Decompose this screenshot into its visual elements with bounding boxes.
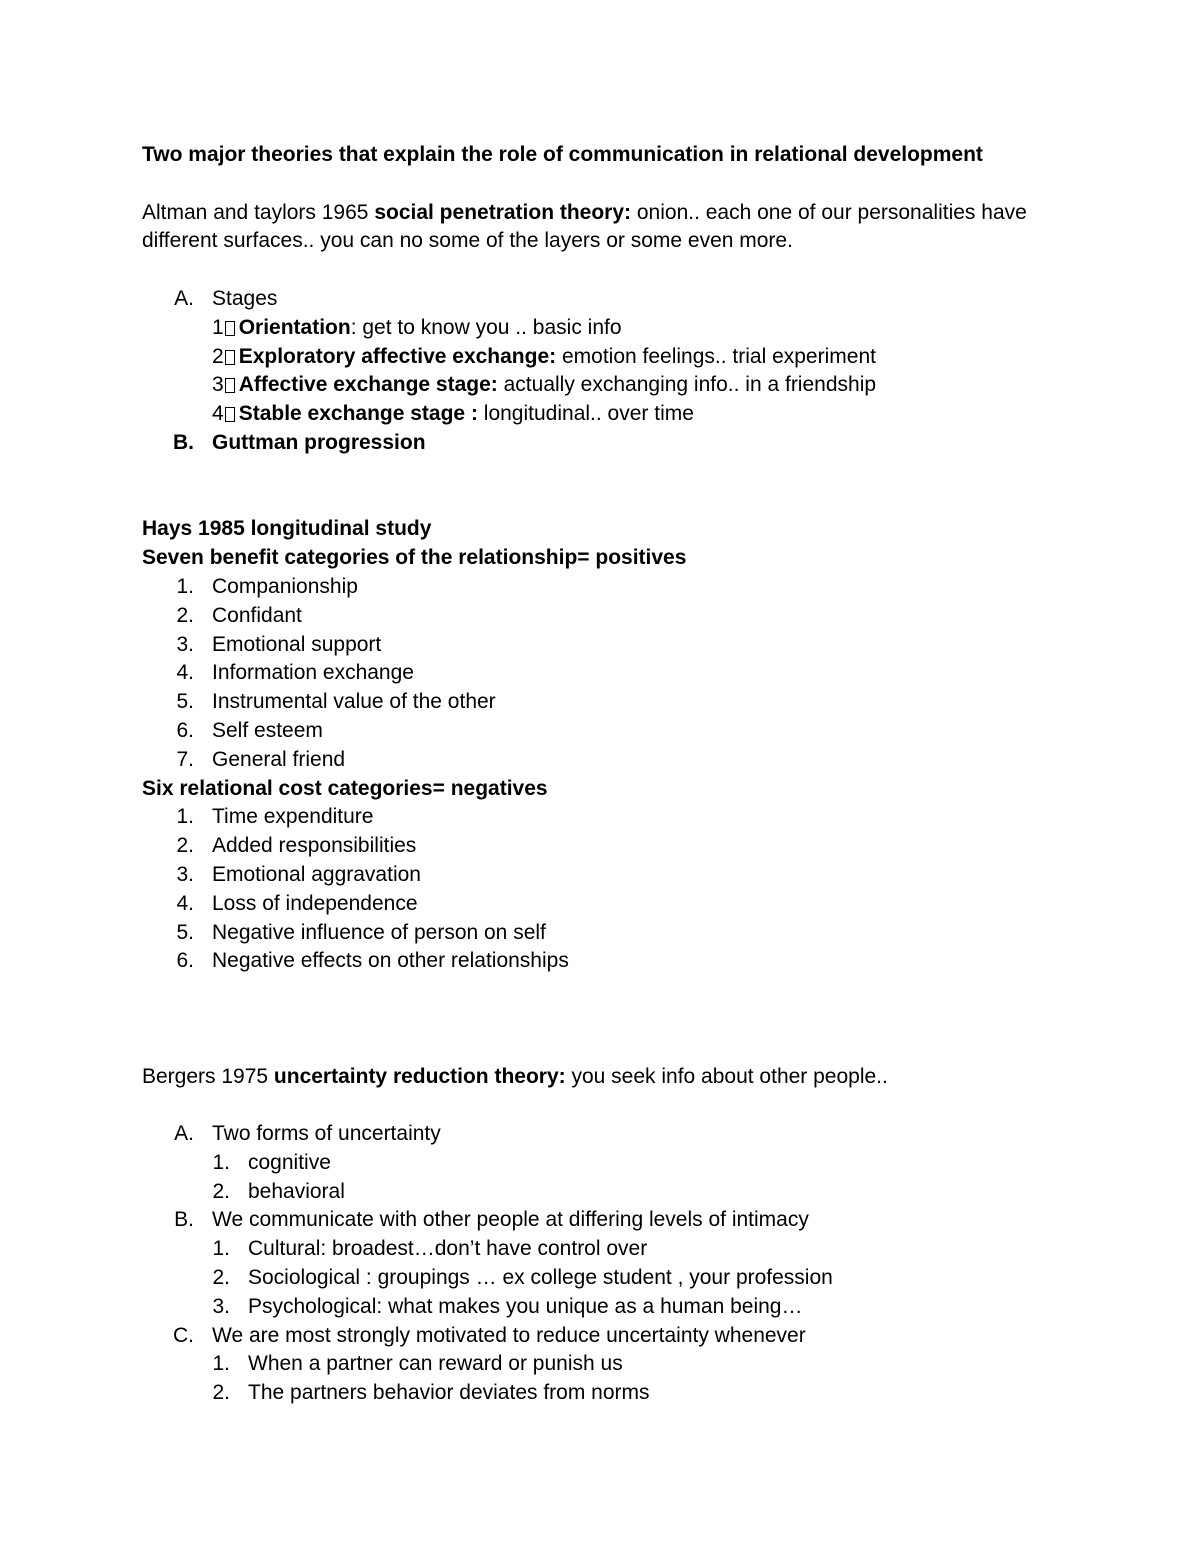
list-number: 3. <box>176 862 194 886</box>
stage-title: Orientation <box>238 315 351 339</box>
list-item <box>142 919 1082 948</box>
list-label: We communicate with other people at differing levels of intimacy <box>212 1208 809 1232</box>
stage-desc: longitudinal.. over time <box>477 402 694 426</box>
urt-section-a <box>142 1120 1082 1149</box>
stage-item <box>142 343 1082 372</box>
list-label: Two forms of uncertainty <box>212 1122 441 1146</box>
list-item <box>142 861 1082 890</box>
list-number: 1. <box>212 1150 230 1174</box>
list-item <box>142 1350 1082 1379</box>
list-text: Information exchange <box>212 661 414 685</box>
list-marker: A. <box>174 1122 194 1146</box>
list-marker: A. <box>174 286 194 310</box>
list-item <box>142 1264 1082 1293</box>
list-marker: B. <box>174 1208 194 1232</box>
document-page <box>142 141 1082 1408</box>
list-text: Negative influence of person on self <box>212 920 546 944</box>
urt-section-c <box>142 1322 1082 1351</box>
list-number: 2. <box>212 1381 230 1405</box>
list-text: Instrumental value of the other <box>212 690 496 714</box>
stage-title: Exploratory affective exchange: <box>238 344 557 368</box>
stage-number: 3 <box>212 373 224 397</box>
spt-intro-bold: social penetration theory: <box>374 200 632 224</box>
list-text: Loss of independence <box>212 891 418 915</box>
spt-intro-line2: different surfaces.. you can no some of the layers or some even more. <box>142 229 793 253</box>
list-number: 2. <box>212 1266 230 1290</box>
missing-glyph-icon <box>225 407 235 422</box>
stage-item <box>142 400 1082 429</box>
urt-intro <box>142 1063 1082 1092</box>
list-item <box>142 717 1082 746</box>
list-item <box>142 573 1082 602</box>
list-number: 6. <box>176 949 194 973</box>
list-marker: C. <box>173 1323 194 1347</box>
list-text: Companionship <box>212 574 358 598</box>
list-text: General friend <box>212 747 346 771</box>
spt-intro <box>142 199 1082 228</box>
hays-title: Hays 1985 longitudinal study <box>142 517 432 541</box>
urt-intro-rest: you seek info about other people.. <box>565 1064 888 1088</box>
stage-item <box>142 314 1082 343</box>
list-item <box>142 890 1082 919</box>
list-number: 1. <box>176 805 194 829</box>
list-text: behavioral <box>248 1179 345 1203</box>
list-label: Stages <box>212 286 278 310</box>
urt-section-b <box>142 1206 1082 1235</box>
list-number: 3. <box>176 632 194 656</box>
list-text: When a partner can reward or punish us <box>248 1352 623 1376</box>
list-item <box>142 947 1082 976</box>
urt-intro-bold: uncertainty reduction theory: <box>273 1064 566 1088</box>
list-item <box>142 659 1082 688</box>
list-number: 3. <box>212 1294 230 1318</box>
list-text: The partners behavior deviates from norms <box>248 1381 650 1405</box>
list-text: Psychological: what makes you unique as a human being… <box>248 1294 803 1318</box>
stage-item <box>142 371 1082 400</box>
list-number: 4. <box>176 891 194 915</box>
list-text: Time expenditure <box>212 805 374 829</box>
spt-stages-item <box>142 285 1082 314</box>
list-number: 1. <box>212 1352 230 1376</box>
list-label: Guttman progression <box>212 430 426 454</box>
list-number: 7. <box>176 747 194 771</box>
list-item <box>142 1235 1082 1264</box>
list-text: Self esteem <box>212 718 323 742</box>
spt-intro-plain: Altman and taylors 1965 <box>142 200 375 224</box>
missing-glyph-icon <box>225 321 235 336</box>
list-text: Cultural: broadest…don’t have control over <box>248 1237 648 1261</box>
list-label: We are most strongly motivated to reduce uncertainty whenever <box>212 1323 806 1347</box>
stage-title: Affective exchange stage: <box>238 373 498 397</box>
list-item <box>142 1149 1082 1178</box>
stage-title: Stable exchange stage : <box>238 402 478 426</box>
list-item <box>142 688 1082 717</box>
list-number: 2. <box>176 834 194 858</box>
missing-glyph-icon <box>225 378 235 393</box>
list-number: 2. <box>212 1179 230 1203</box>
stage-number: 4 <box>212 402 224 426</box>
list-item <box>142 602 1082 631</box>
stage-desc: emotion feelings.. trial experiment <box>556 344 876 368</box>
stage-desc: get to know you .. basic info <box>356 315 622 339</box>
benefits-heading: Seven benefit categories of the relationship= positives <box>142 546 687 570</box>
list-text: Confidant <box>212 603 302 627</box>
guttman-item <box>142 429 1082 458</box>
stage-desc: actually exchanging info.. in a friendship <box>497 373 877 397</box>
costs-heading: Six relational cost categories= negatives <box>142 776 548 800</box>
list-number: 6. <box>176 718 194 742</box>
document-heading: Two major theories that explain the role of communication in relational development <box>142 143 983 166</box>
list-number: 1. <box>176 574 194 598</box>
urt-intro-plain: Bergers 1975 <box>142 1064 274 1088</box>
list-text: Negative effects on other relationships <box>212 949 569 973</box>
stage-separator: : <box>350 315 357 339</box>
list-marker: B. <box>173 430 194 454</box>
list-item <box>142 1293 1082 1322</box>
list-number: 2. <box>176 603 194 627</box>
list-text: cognitive <box>248 1150 331 1174</box>
list-item <box>142 832 1082 861</box>
list-number: 5. <box>176 690 194 714</box>
list-text: Added responsibilities <box>212 834 417 858</box>
stage-number: 2 <box>212 344 224 368</box>
missing-glyph-icon <box>225 350 235 365</box>
spt-intro-rest: onion.. each one of our personalities have <box>631 200 1027 224</box>
list-number: 1. <box>212 1237 230 1261</box>
list-item <box>142 803 1082 832</box>
list-item <box>142 746 1082 775</box>
list-number: 4. <box>176 661 194 685</box>
list-item <box>142 1178 1082 1207</box>
list-text: Sociological : groupings … ex college student , your profession <box>248 1266 833 1290</box>
list-number: 5. <box>176 920 194 944</box>
stage-number: 1 <box>212 315 224 339</box>
list-text: Emotional aggravation <box>212 862 421 886</box>
list-item <box>142 631 1082 660</box>
list-text: Emotional support <box>212 632 382 656</box>
list-item <box>142 1379 1082 1408</box>
